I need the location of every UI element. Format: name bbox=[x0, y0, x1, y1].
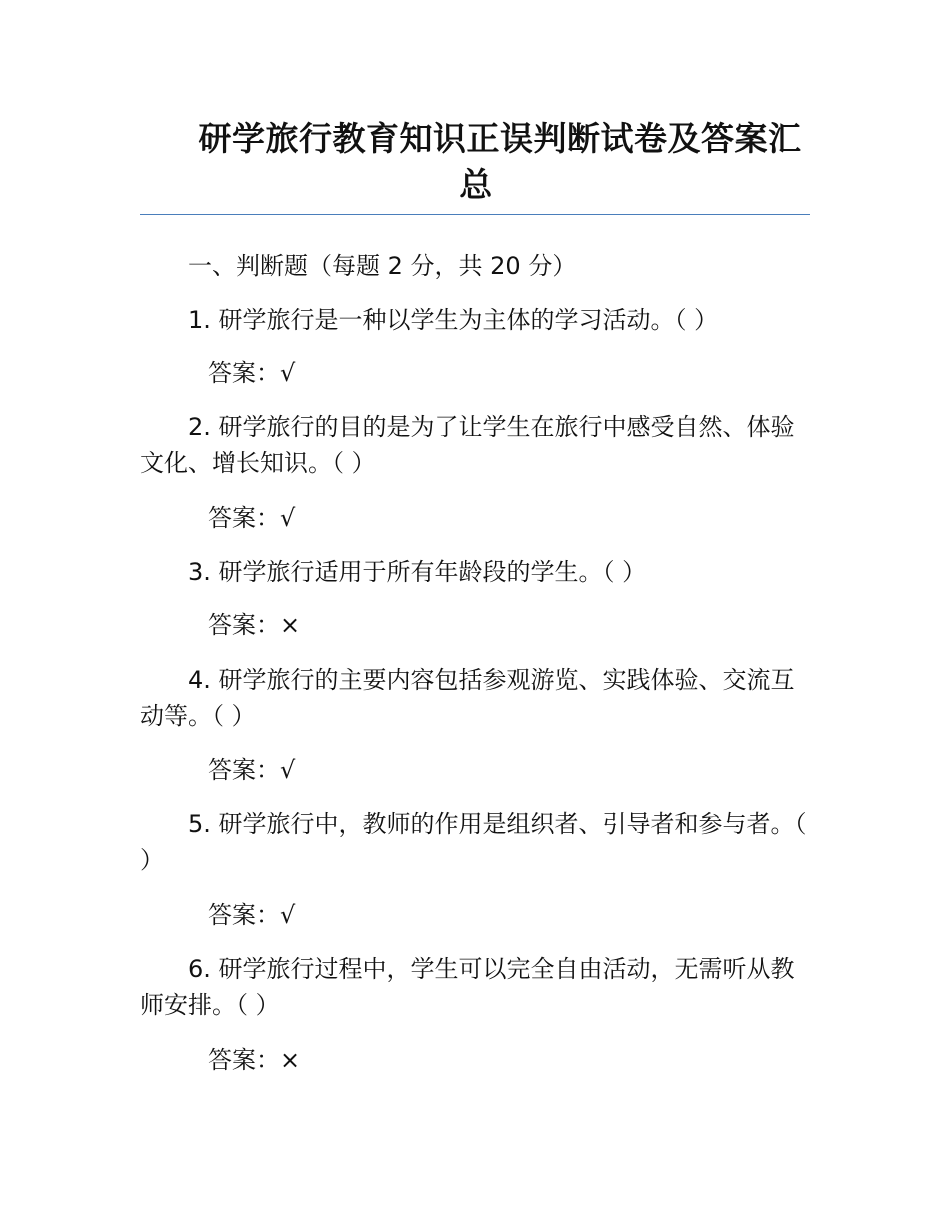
document-title: 研学旅行教育知识正误判断试卷及答案汇总 bbox=[198, 119, 802, 204]
question-3: 3. 研学旅行适用于所有年龄段的学生。（ ） bbox=[188, 558, 647, 586]
question-1: 1. 研学旅行是一种以学生为主体的学习活动。（ ） bbox=[188, 306, 719, 334]
answer-1: 答案：√ bbox=[208, 359, 296, 387]
question-5: 5. 研学旅行中，教师的作用是组织者、引导者和参与者。（ ） bbox=[140, 810, 807, 874]
answer-5: 答案：√ bbox=[208, 901, 296, 929]
answer-4: 答案：√ bbox=[208, 756, 296, 784]
title-divider bbox=[140, 214, 810, 215]
section-heading: 一、判断题（每题 2 分，共 20 分） bbox=[188, 252, 577, 280]
question-4: 4. 研学旅行的主要内容包括参观游览、实践体验、交流互动等。（ ） bbox=[140, 666, 795, 730]
answer-6: 答案：× bbox=[208, 1046, 301, 1074]
answer-3: 答案：× bbox=[208, 611, 301, 639]
question-2: 2. 研学旅行的目的是为了让学生在旅行中感受自然、体验文化、增长知识。（ ） bbox=[140, 413, 795, 477]
answer-2: 答案：√ bbox=[208, 504, 296, 532]
question-6: 6. 研学旅行过程中，学生可以完全自由活动，无需听从教师安排。（ ） bbox=[140, 955, 795, 1019]
